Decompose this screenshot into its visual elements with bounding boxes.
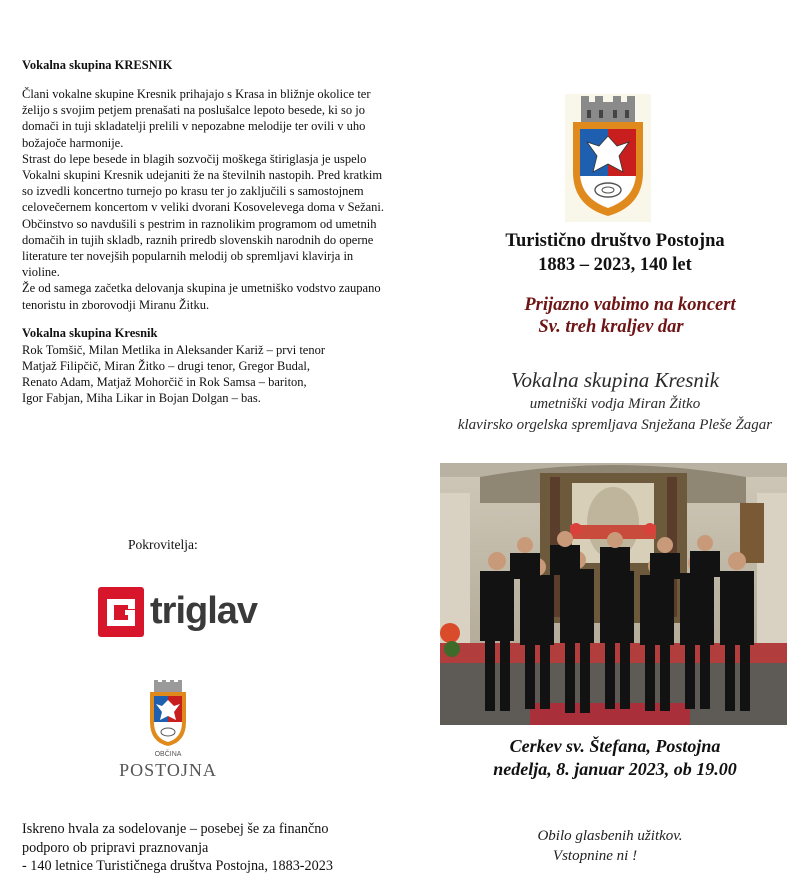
thanks-line: - 140 letnice Turističnega društva Postojna, 1883-2023	[22, 858, 333, 874]
venue-info	[440, 735, 790, 781]
closing-line-1: Obilo glasbenih užitkov.	[537, 828, 683, 844]
thanks-line: podporo ob pripravi praznovanja	[22, 839, 209, 856]
postojna-label: POSTOJNA	[119, 760, 217, 780]
performer-credits	[420, 394, 810, 436]
invitation-line-2: Sv. treh kraljev dar	[538, 317, 684, 337]
intro-paragraph-3: Že od samega začetka delovanja skupina je umetniško vodstvo zaupano tenoristu in zborovodji Miranu Žitku.	[22, 281, 381, 312]
thanks-note	[22, 820, 394, 876]
members-line: Rok Tomšič, Milan Metlika in Aleksander Kariž – prvi tenor	[22, 343, 326, 357]
thanks-line: Iskreno hvala za sodelovanje – posebej še za finančno	[22, 821, 329, 837]
org-years: 1883 – 2023, 140 let	[538, 255, 692, 275]
triglav-logo-icon	[98, 587, 144, 637]
artistic-leader: umetniški vodja Miran Žitko	[529, 396, 701, 412]
org-name: Turistično društvo Postojna	[505, 231, 725, 251]
obcina-label: OBČINA	[154, 751, 182, 758]
members-line: Matjaž Filipčič, Miran Žitko – drugi tenor, Gregor Budal,	[22, 359, 310, 373]
members-title: Vokalna skupina Kresnik	[22, 326, 158, 340]
members-line: Igor Fabjan, Miha Likar in Bojan Dolgan – bas.	[22, 391, 261, 405]
venue-place: Cerkev sv. Štefana, Postojna	[509, 736, 721, 756]
postojna-coat-of-arms-icon	[565, 94, 651, 222]
invitation	[440, 294, 810, 338]
closing-note	[440, 826, 780, 866]
members-line: Renato Adam, Matjaž Mohorčič in Rok Samsa – bariton,	[22, 375, 307, 389]
triglav-wordmark: triglav	[150, 590, 258, 632]
intro-title: Vokalna skupina KRESNIK	[22, 58, 173, 72]
obcina-postojna-crest-icon	[146, 680, 190, 748]
sponsors-label: Pokrovitelja:	[128, 537, 198, 552]
intro-paragraph-2: Strast do lepe besede in blagih sozvočij moškega štiriglasja je uspelo Vokalni skupini Kresnik udejaniti že na številnih nastopih. Pred kratkim so izvedli koncertno turnejo po krasu ter jo zaključili s samostojnem celovečernem koncertom v veliki dvorani Kosovelevega doma v Sežani. Občinstvo so navdušili s pestrim in raznolikim programom od umetnih domačih in tujih skladb, raznih priredb slovenskih narodnih do operne literature ter novejših popularnih melodij ob spremljavi klavirja in violine.	[22, 151, 385, 280]
choir-name: Vokalna skupina Kresnik	[510, 368, 720, 392]
intro-paragraph-1: Člani vokalne skupine Kresnik prihajajo s Krasa in bližnje okolice ter želijo s svojim petjem prenašati na poslušalce lepoto besede, ki so jo domači in tuji skladatelji prelili v nepozabne melodije ter ovili v uho božajoče harmonije.	[22, 87, 371, 150]
intro-body	[22, 86, 394, 313]
members-list	[22, 342, 325, 406]
closing-line-2: Vstopnine ni !	[552, 848, 638, 864]
venue-date: nedelja, 8. januar 2023, ob 19.00	[493, 759, 737, 779]
org-heading	[420, 229, 810, 277]
accompaniment: klavirsko orgelska spremljava Snježana Pleše Žagar	[457, 417, 773, 433]
invitation-line-1: Prijazno vabimo na koncert	[524, 295, 736, 315]
choir-photo	[440, 463, 787, 725]
